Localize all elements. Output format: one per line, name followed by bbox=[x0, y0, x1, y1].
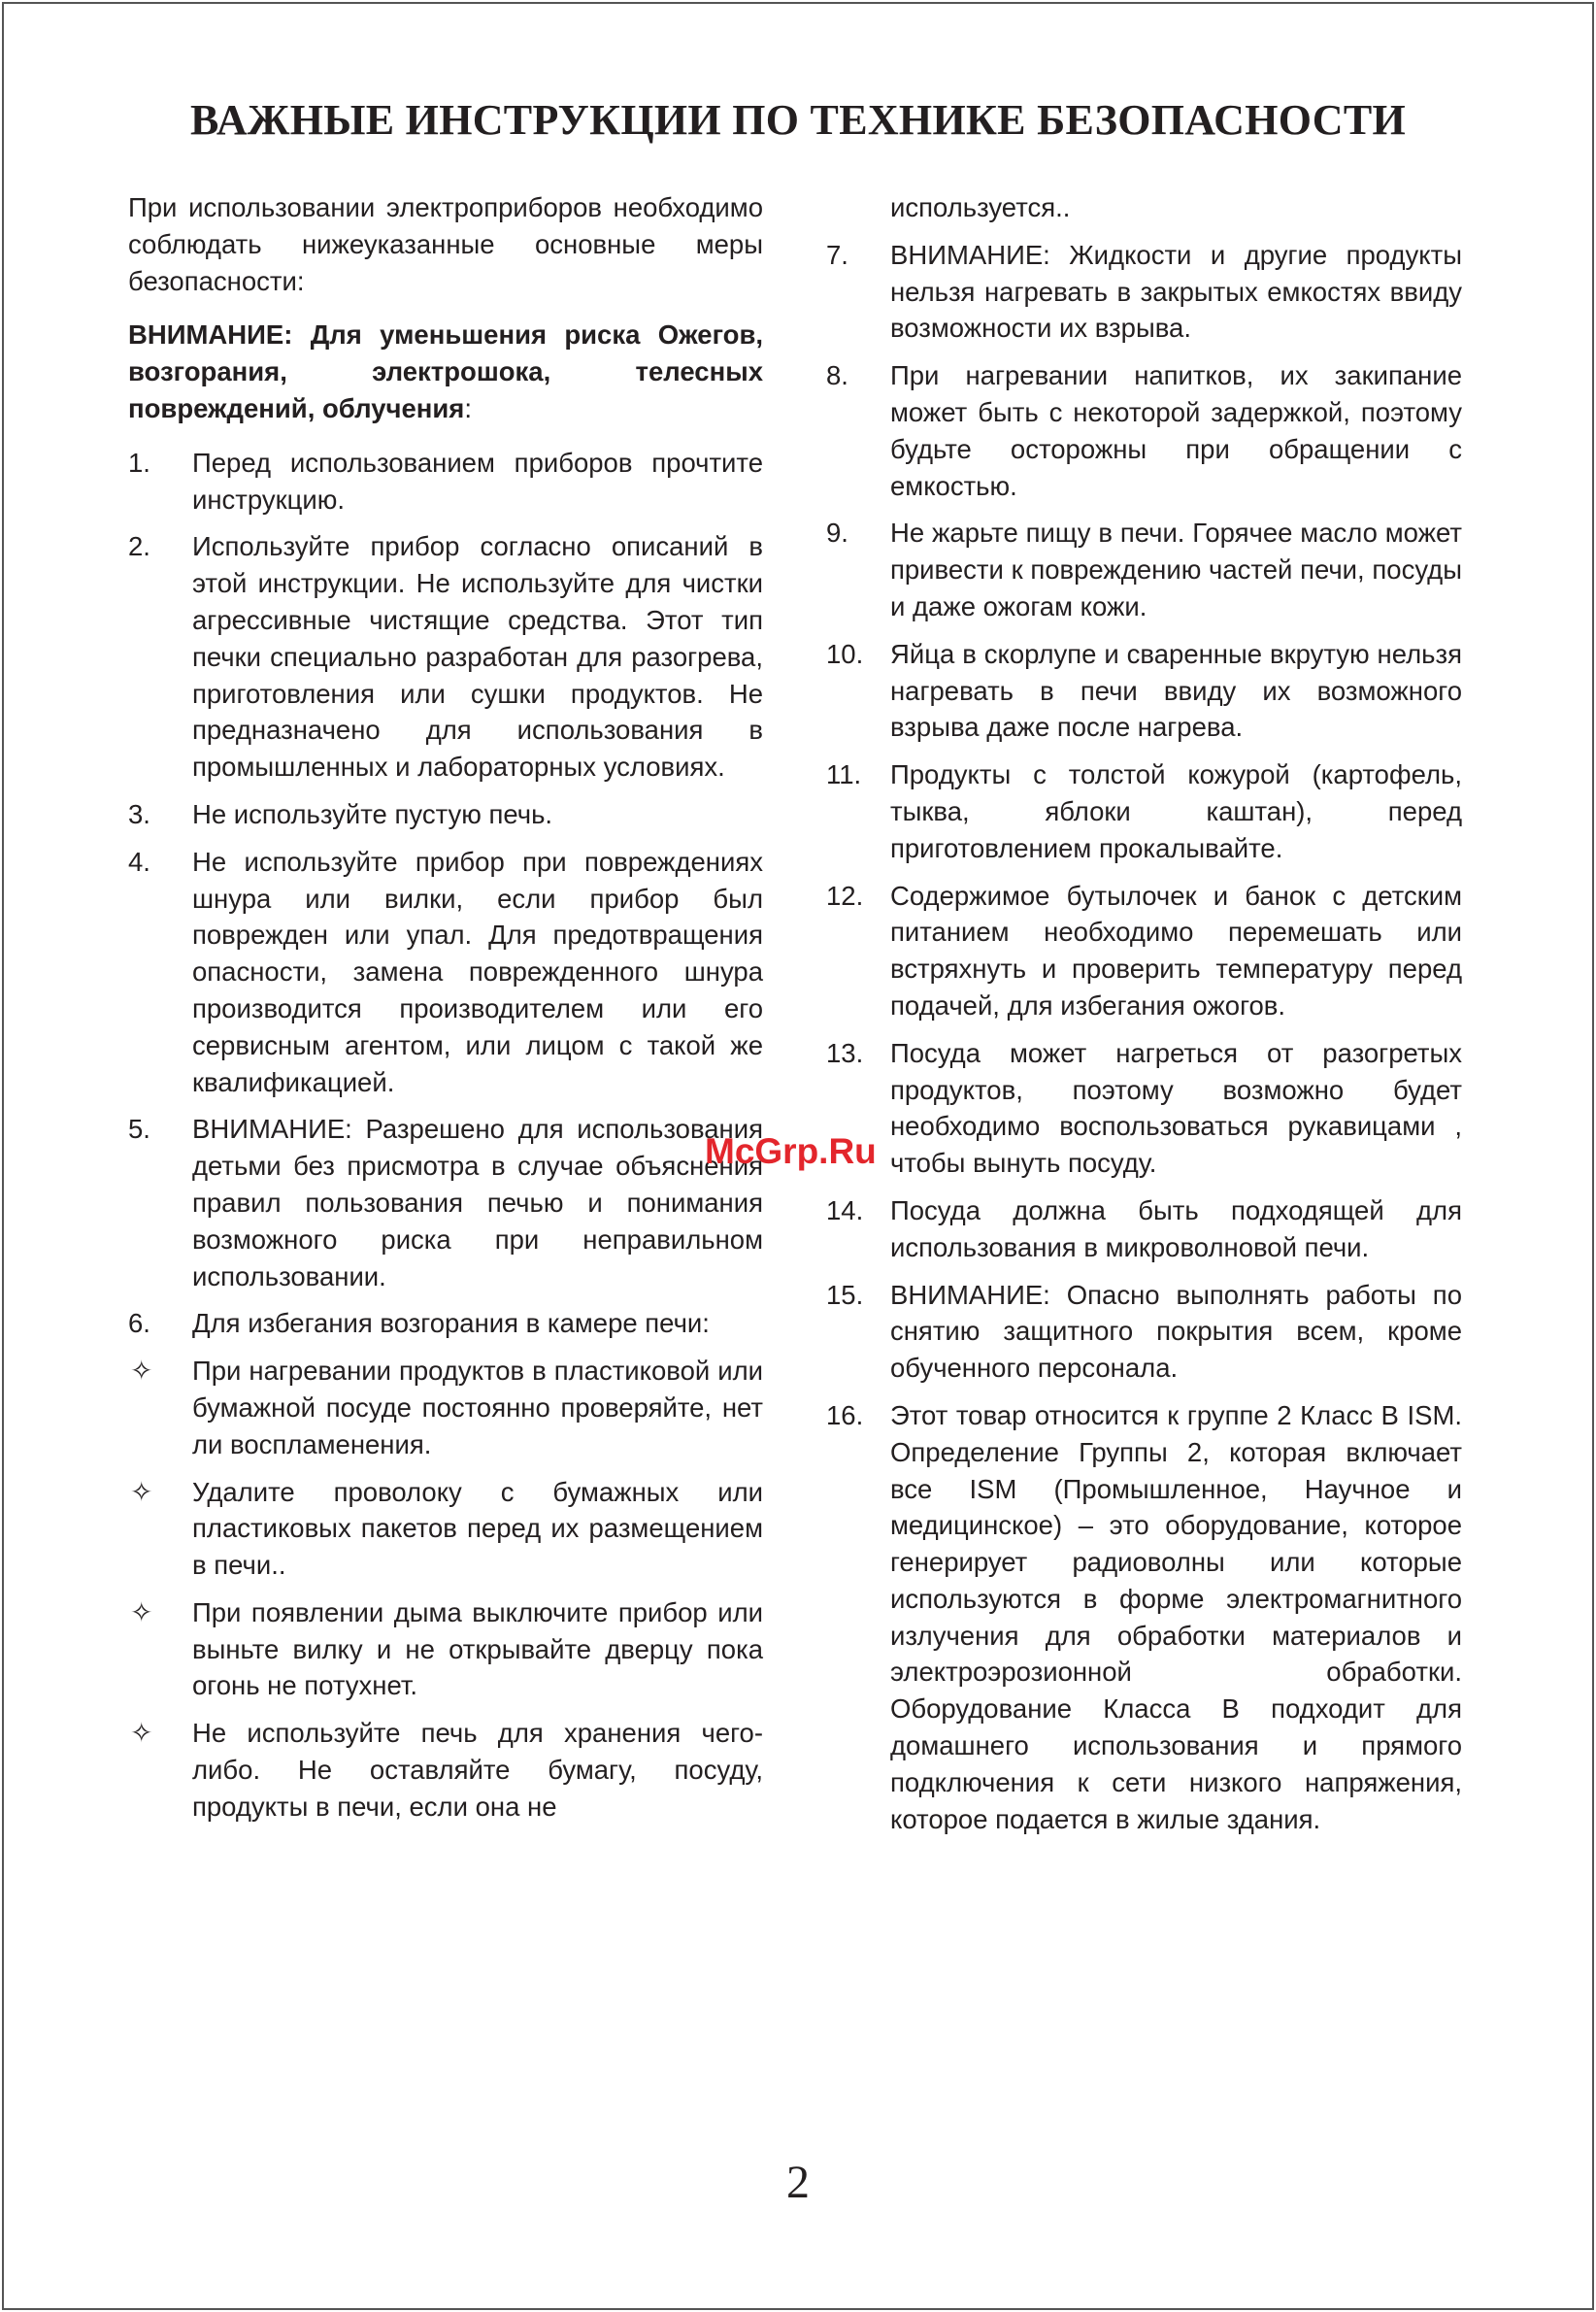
list-item bbox=[826, 1277, 1462, 1387]
item-text: Используйте прибор согласно описаний в этой инструкции. Не используйте для чистки агрессивные чистящие средства. Этот тип печки специально разработан для разогрева, приготовления или сушки продуктов. Не предназначено для использования в промышленных и лабораторных условиях. bbox=[192, 531, 763, 783]
item-number: 9. bbox=[826, 518, 848, 549]
list-item bbox=[128, 1305, 763, 1342]
bullet-text: При нагревании продуктов в пластиковой или бумажной посуде постоянно проверяйте, нет ли воспламенения. bbox=[192, 1356, 763, 1459]
item-text: При нагревании напитков, их закипание может быть с некоторой задержкой, поэтому будьте осторожны при обращении с емкостью. bbox=[890, 360, 1462, 501]
list-item bbox=[128, 844, 763, 1101]
item-text: Не жарьте пищу в печи. Горячее масло может привести к повреждению частей печи, посуды и даже ожогам кожи. bbox=[890, 518, 1462, 621]
warning-tail: : bbox=[464, 392, 472, 423]
watermark: McGrp.Ru bbox=[705, 1131, 877, 1171]
item-number: 2. bbox=[128, 531, 150, 562]
item-number: 12. bbox=[826, 880, 864, 911]
item-number: 11. bbox=[826, 759, 862, 790]
item-text: Содержимое бутылочек и банок с детским питанием необходимо перемешать или встряхнуть и проверить температуру перед подачей, для избегания ожогов. bbox=[890, 880, 1462, 1021]
list-item bbox=[826, 756, 1462, 866]
bullet-text: При появлении дыма выключите прибор или выньте вилку и не открывайте дверцу пока огонь не потухнет. bbox=[192, 1596, 763, 1701]
item-text: Посуда может нагреться от разогретых продуктов, поэтому возможно будет необходимо воспользоваться рукавицами , чтобы вынуть посуду. bbox=[890, 1037, 1462, 1179]
item-text: ВНИМАНИЕ: Жидкости и другие продукты нельзя нагревать в закрытых емкостях ввиду возможности их взрыва. bbox=[890, 239, 1462, 344]
item-text: Продукты с толстой кожурой (картофель, тыква, яблоки каштан), перед приготовлением прокалывайте. bbox=[890, 759, 1462, 863]
star-bullet-icon: ✧ bbox=[130, 1718, 153, 1749]
item-text: ВНИМАНИЕ: Разрешено для использования детьми без присмотра в случае объяснения правил пользования печью и понимания возможного риска при неправильном использовании. bbox=[192, 1114, 763, 1291]
item-number: 7. bbox=[826, 239, 848, 270]
bullet-text: Не используйте печь для хранения чего-либо. Не оставляйте бумагу, посуду, продукты в печи, если она не bbox=[192, 1718, 763, 1822]
item-text: ВНИМАНИЕ: Опасно выполнять работы по снятию защитного покрытия всем, кроме обученного персонала. bbox=[890, 1279, 1462, 1384]
list-item bbox=[128, 796, 763, 833]
item-text: Перед использованием приборов прочтите инструкцию. bbox=[192, 447, 763, 515]
item-number: 16. bbox=[826, 1399, 864, 1430]
list-item bbox=[826, 878, 1462, 1024]
item-number: 1. bbox=[128, 447, 150, 478]
list-item bbox=[826, 357, 1462, 504]
list-item bbox=[128, 1111, 763, 1294]
item-number: 4. bbox=[128, 846, 150, 877]
item-text: Этот товар относится к группе 2 Класс B ISM. Определение Группы 2, которая включает все ISM (Промышленное, Научное и медицинское) – это оборудование, которое генерирует радиоволны или которые используются в форме электромагнитного излучения для обработки материалов и электроэрозионной обработки. Оборудование Класса B подходит для домашнего использования и прямого подключения к сети низкого напряжения, которое подается в жилые здания. bbox=[890, 1399, 1462, 1834]
bullet-item bbox=[128, 1474, 763, 1584]
bullet-item bbox=[128, 1353, 763, 1462]
list-item bbox=[826, 515, 1462, 624]
page-title: ВАЖНЫЕ ИНСТРУКЦИИ ПО ТЕХНИКЕ БЕЗОПАСНОСТИ bbox=[189, 96, 1407, 144]
star-bullet-icon: ✧ bbox=[130, 1476, 153, 1507]
list-item bbox=[826, 1397, 1462, 1838]
bullet-item bbox=[128, 1594, 763, 1704]
list-item bbox=[128, 445, 763, 519]
item-number: 6. bbox=[128, 1308, 150, 1339]
list-item bbox=[826, 1035, 1462, 1182]
bullet-item bbox=[128, 1715, 763, 1825]
page-number: 2 bbox=[786, 2157, 810, 2208]
list-item bbox=[826, 636, 1462, 746]
bullet-text: Удалите проволоку с бумажных или пластиковых пакетов перед их размещением в печи.. bbox=[192, 1476, 763, 1581]
list-item bbox=[826, 237, 1462, 347]
list-item bbox=[826, 1192, 1462, 1266]
item-number: 8. bbox=[826, 360, 848, 391]
item-text: Не используйте пустую печь. bbox=[192, 798, 553, 829]
item-number: 5. bbox=[128, 1114, 150, 1145]
item-number: 15. bbox=[826, 1279, 864, 1310]
right-column bbox=[826, 189, 1462, 1848]
warning-paragraph bbox=[128, 317, 763, 426]
item-text: Яйца в скорлупе и сваренные вкрутую нельзя нагревать в печи ввиду их возможного взрыва даже после нагрева. bbox=[890, 638, 1462, 743]
item-text: Посуда должна быть подходящей для использования в микроволновой печи. bbox=[890, 1194, 1462, 1262]
item-number: 13. bbox=[826, 1037, 864, 1068]
item-number: 14. bbox=[826, 1194, 864, 1225]
intro-paragraph: При использовании электроприборов необходимо соблюдать нижеуказанные основные меры безопасности: bbox=[128, 192, 763, 296]
item-text: Для избегания возгорания в камере печи: bbox=[192, 1308, 710, 1339]
left-column bbox=[128, 189, 763, 1836]
list-item bbox=[128, 528, 763, 786]
item-number: 3. bbox=[128, 798, 150, 829]
item-text: Не используйте прибор при повреждениях шнура или вилки, если прибор был поврежден или упал. Для предотвращения опасности, замена поврежденного шнура производится производителем или его сервисным агентом, или лицом с такой же квалификацией. bbox=[192, 846, 763, 1097]
continuation-text: используется.. bbox=[890, 192, 1071, 222]
item-number: 10. bbox=[826, 638, 864, 669]
star-bullet-icon: ✧ bbox=[130, 1596, 153, 1627]
star-bullet-icon: ✧ bbox=[130, 1356, 153, 1387]
warning-bold-text: ВНИМАНИЕ: Для уменьшения риска Ожегов, возгорания, электрошока, телесных повреждений, облучения bbox=[128, 319, 763, 423]
